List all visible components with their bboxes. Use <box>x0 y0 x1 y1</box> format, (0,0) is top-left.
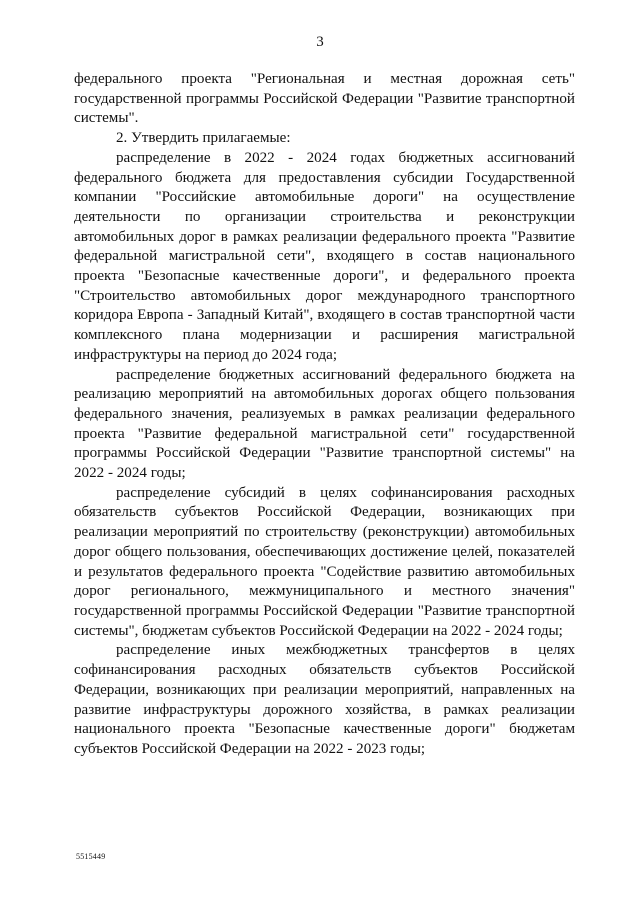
paragraph-item-2: 2. Утвердить прилагаемые: <box>116 130 291 147</box>
paragraph-distribution-2: распределение бюджетных ассигнований федерального бюджета на реализацию мероприятий на автомобильных дорогах общего пользования федерального значения, реализуемых в рамках реализации федерального проекта "Развитие федеральной магистральной сети" государственной программы Российской Федерации "Развитие транспортной системы" на 2022 - 2024 годы; <box>74 366 575 482</box>
paragraph-continuation: федерального проекта "Региональная и местная дорожная сеть" государственной программы Российской Федерации "Развитие транспортной системы". <box>74 71 575 127</box>
document-body <box>74 70 575 760</box>
paragraph-distribution-1: распределение в 2022 - 2024 годах бюджетных ассигнований федерального бюджета для предоставления субсидии Государственной компании "Российские автомобильные дороги" на осуществление деятельности по организации строительства и реконструкции автомобильных дорог в рамках реализации федерального проекта "Развитие федеральной магистральной сети", входящего в состав национального проекта "Безопасные качественные дороги", и федерального проекта "Строительство автомобильных дорог международного транспортного коридора Европа - Западный Китай", входящего в состав транспортной части комплексного плана модернизации и расширения магистральной инфраструктуры на период до 2024 года; <box>74 149 575 363</box>
paragraph-distribution-3: распределение субсидий в целях софинансирования расходных обязательств субъектов Российской Федерации, возникающих при реализации мероприятий по строительству (реконструкции) автомобильных дорог общего пользования, обеспечивающих достижение целей, показателей и результатов федерального проекта "Содействие развитию автомобильных дорог регионального, межмуниципального и местного значения" государственной программы Российской Федерации "Развитие транспортной системы", бюджетам субъектов Российской Федерации на 2022 - 2024 годы; <box>74 484 575 639</box>
document-code: 5515449 <box>76 852 106 861</box>
paragraph-distribution-4: распределение иных межбюджетных трансфертов в целях софинансирования расходных обязательств субъектов Российской Федерации, возникающих при реализации мероприятий, направленных на развитие инфраструктуры дорожного хозяйства, в рамках реализации национального проекта "Безопасные качественные дороги" бюджетам субъектов Российской Федерации на 2022 - 2023 годы; <box>74 642 575 757</box>
page-number: 3 <box>316 34 324 50</box>
